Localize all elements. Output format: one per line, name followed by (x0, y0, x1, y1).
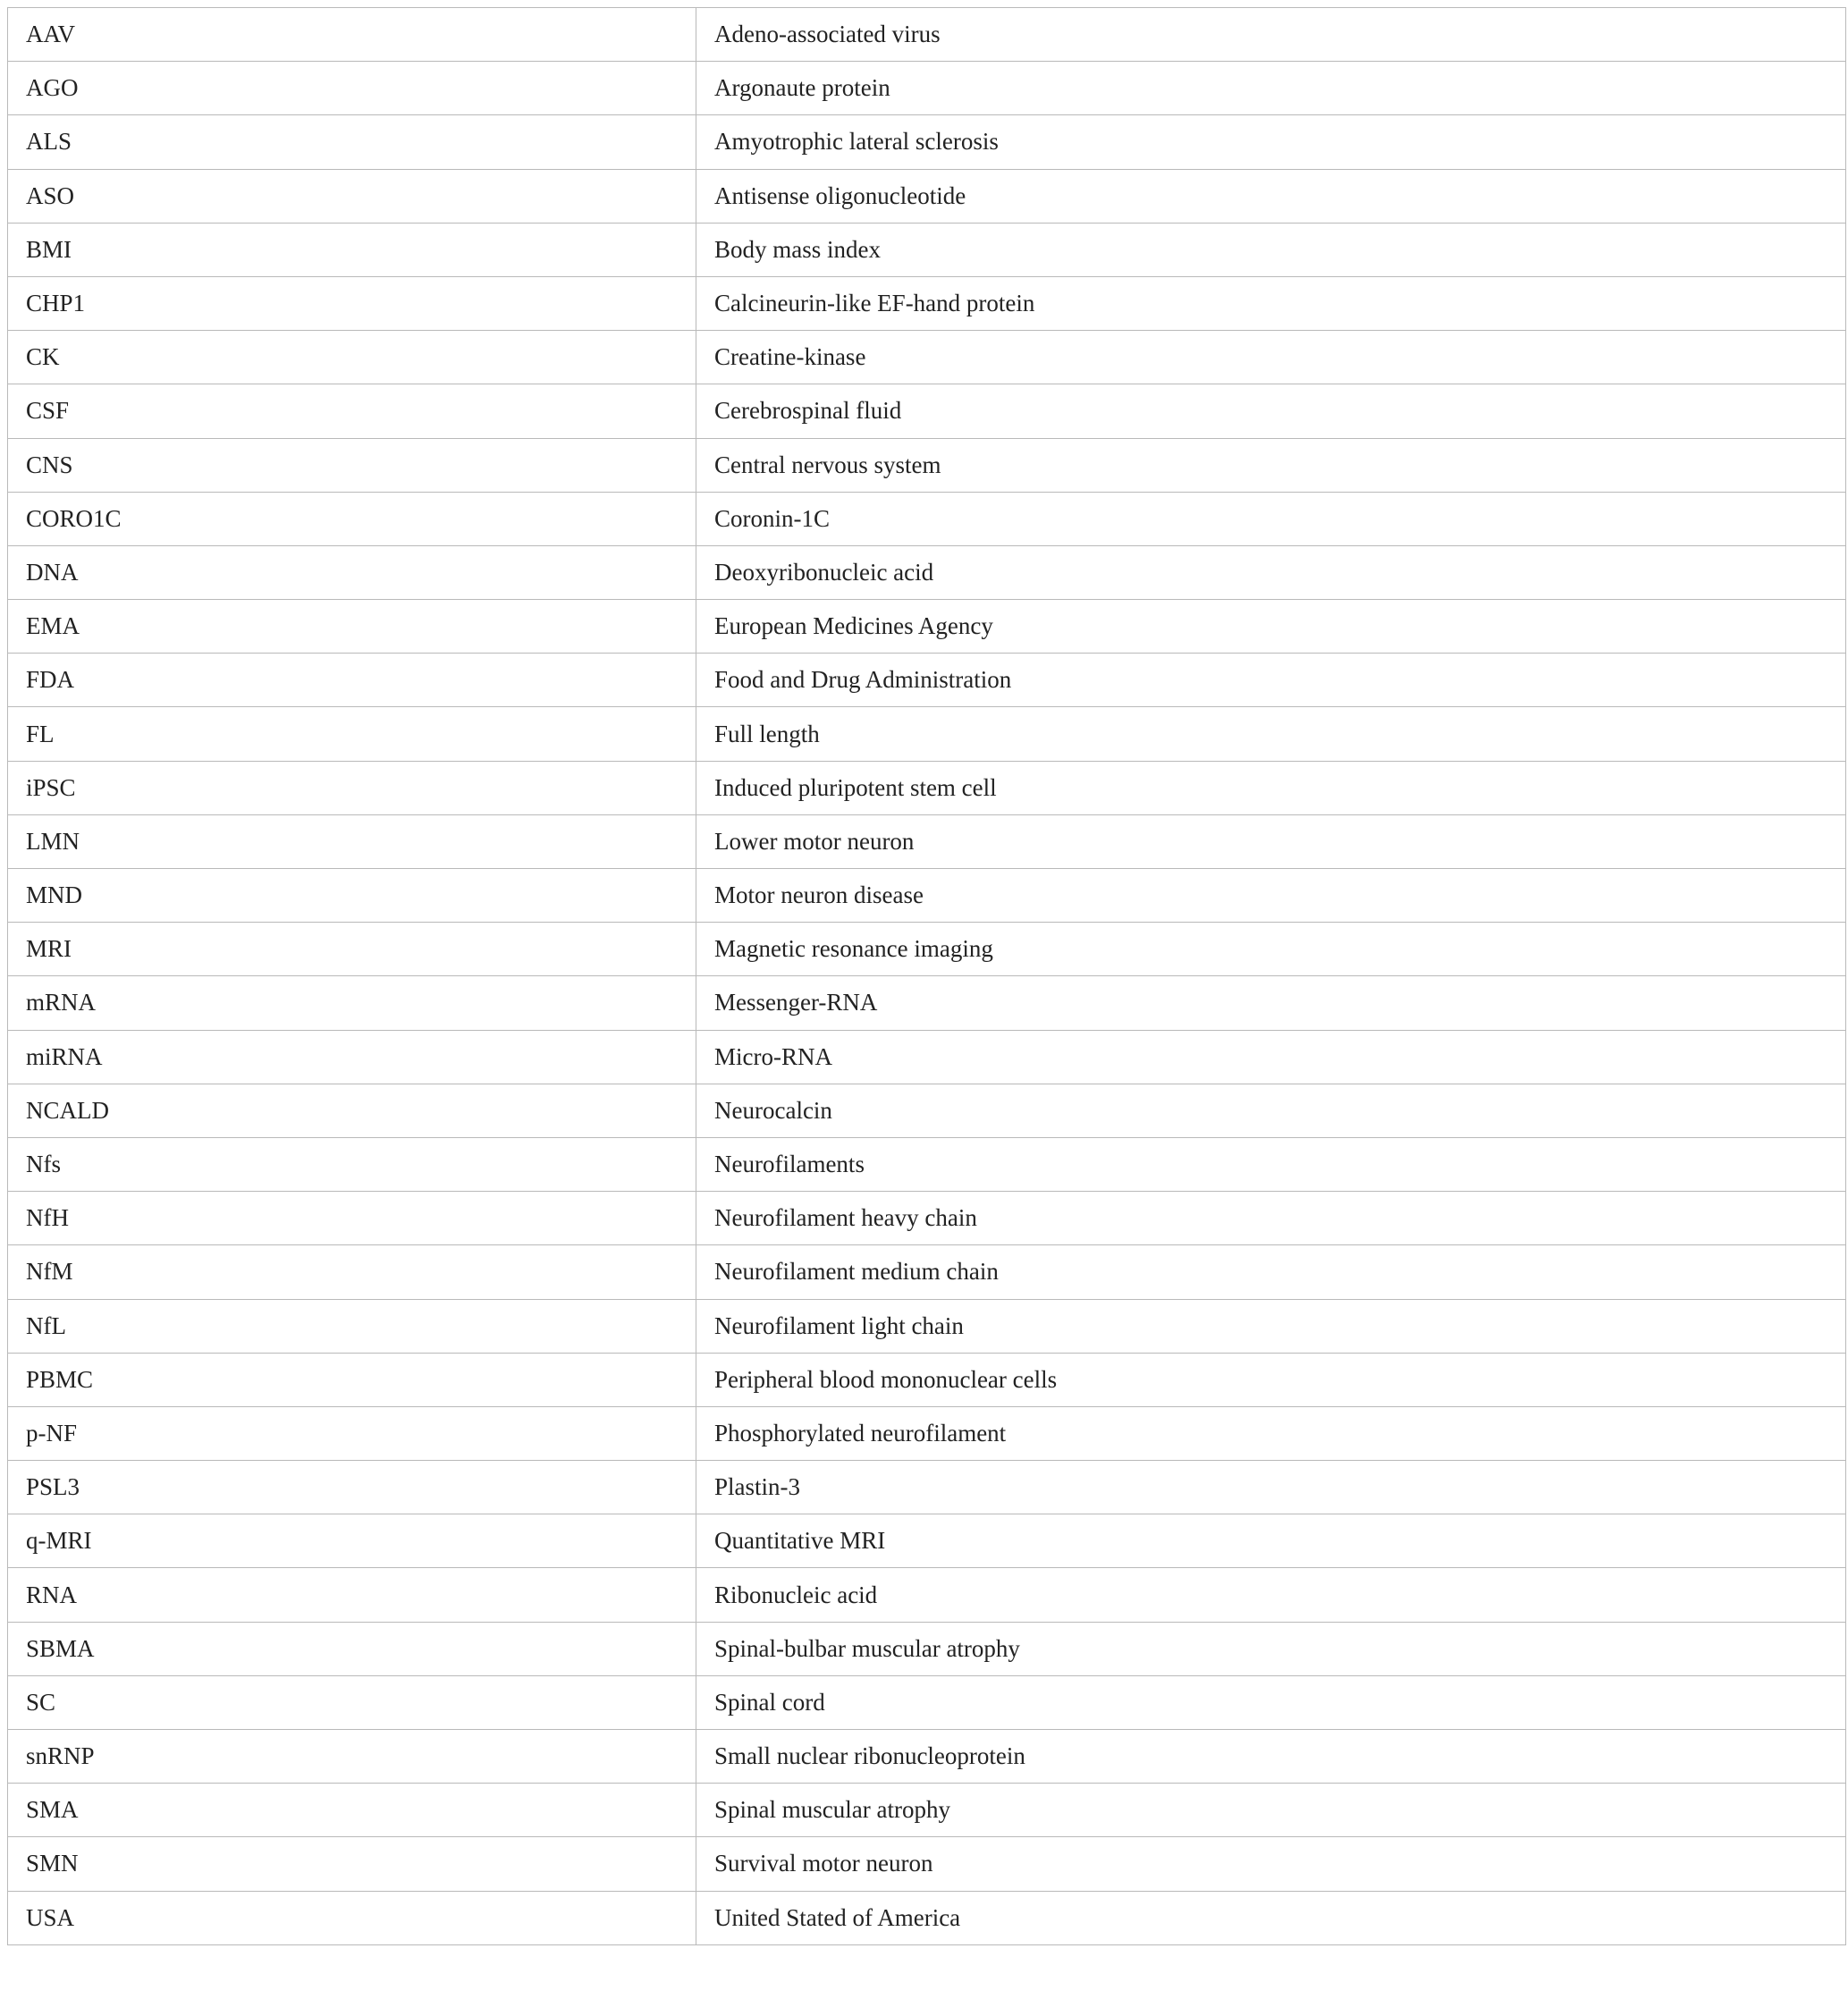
abbreviation-cell: NfM (8, 1245, 696, 1299)
table-row (8, 276, 1846, 330)
table-row (8, 62, 1846, 115)
abbreviation-cell: DNA (8, 545, 696, 599)
abbreviation-cell: CSF (8, 384, 696, 438)
table-row (8, 976, 1846, 1030)
table-row (8, 1514, 1846, 1568)
definition-cell: Magnetic resonance imaging (696, 923, 1846, 976)
table-row (8, 923, 1846, 976)
definition-cell: European Medicines Agency (696, 600, 1846, 654)
definition-cell: Lower motor neuron (696, 814, 1846, 868)
abbreviation-cell: PBMC (8, 1353, 696, 1406)
table-row (8, 1406, 1846, 1460)
abbreviations-table-body (8, 8, 1846, 1945)
table-row (8, 761, 1846, 814)
definition-cell: Neurocalcin (696, 1084, 1846, 1137)
table-row (8, 223, 1846, 276)
abbreviation-cell: SC (8, 1675, 696, 1729)
abbreviation-cell: MND (8, 869, 696, 923)
table-row (8, 1730, 1846, 1784)
definition-cell: Body mass index (696, 223, 1846, 276)
definition-cell: Adeno-associated virus (696, 8, 1846, 62)
abbreviation-cell: MRI (8, 923, 696, 976)
abbreviation-cell: miRNA (8, 1030, 696, 1084)
definition-cell: Neurofilament light chain (696, 1299, 1846, 1353)
definition-cell: Plastin-3 (696, 1461, 1846, 1514)
abbreviation-cell: AGO (8, 62, 696, 115)
table-row (8, 1461, 1846, 1514)
table-row (8, 169, 1846, 223)
table-row (8, 1675, 1846, 1729)
table-row (8, 1245, 1846, 1299)
abbreviation-cell: EMA (8, 600, 696, 654)
definition-cell: Spinal muscular atrophy (696, 1784, 1846, 1837)
abbreviation-cell: PSL3 (8, 1461, 696, 1514)
definition-cell: Argonaute protein (696, 62, 1846, 115)
table-row (8, 814, 1846, 868)
abbreviation-cell: FL (8, 707, 696, 761)
definition-cell: Motor neuron disease (696, 869, 1846, 923)
table-row (8, 1353, 1846, 1406)
abbreviation-cell: SMN (8, 1837, 696, 1891)
table-row (8, 1891, 1846, 1944)
definition-cell: Small nuclear ribonucleoprotein (696, 1730, 1846, 1784)
definition-cell: Phosphorylated neurofilament (696, 1406, 1846, 1460)
definition-cell: Survival motor neuron (696, 1837, 1846, 1891)
definition-cell: Neurofilament heavy chain (696, 1192, 1846, 1245)
table-row (8, 1030, 1846, 1084)
abbreviation-cell: p-NF (8, 1406, 696, 1460)
abbreviation-cell: SBMA (8, 1622, 696, 1675)
definition-cell: Food and Drug Administration (696, 654, 1846, 707)
abbreviation-cell: CORO1C (8, 492, 696, 545)
table-row (8, 1192, 1846, 1245)
definition-cell: Creatine-kinase (696, 331, 1846, 384)
table-row (8, 115, 1846, 169)
abbreviation-cell: CNS (8, 438, 696, 492)
definition-cell: Ribonucleic acid (696, 1568, 1846, 1622)
abbreviation-cell: FDA (8, 654, 696, 707)
table-row (8, 492, 1846, 545)
abbreviation-cell: ALS (8, 115, 696, 169)
table-row (8, 545, 1846, 599)
definition-cell: Peripheral blood mononuclear cells (696, 1353, 1846, 1406)
table-row (8, 1784, 1846, 1837)
definition-cell: Coronin-1C (696, 492, 1846, 545)
abbreviation-cell: snRNP (8, 1730, 696, 1784)
definition-cell: Induced pluripotent stem cell (696, 761, 1846, 814)
table-row (8, 707, 1846, 761)
abbreviation-cell: NfH (8, 1192, 696, 1245)
table-row (8, 1299, 1846, 1353)
table-row (8, 384, 1846, 438)
definition-cell: Spinal-bulbar muscular atrophy (696, 1622, 1846, 1675)
definition-cell: Antisense oligonucleotide (696, 169, 1846, 223)
definition-cell: Calcineurin-like EF-hand protein (696, 276, 1846, 330)
abbreviation-cell: q-MRI (8, 1514, 696, 1568)
definition-cell: Amyotrophic lateral sclerosis (696, 115, 1846, 169)
abbreviation-cell: mRNA (8, 976, 696, 1030)
definition-cell: Neurofilaments (696, 1137, 1846, 1191)
table-row (8, 869, 1846, 923)
table-row (8, 331, 1846, 384)
definition-cell: United Stated of America (696, 1891, 1846, 1944)
table-row (8, 8, 1846, 62)
definition-cell: Spinal cord (696, 1675, 1846, 1729)
abbreviation-cell: Nfs (8, 1137, 696, 1191)
abbreviation-cell: NfL (8, 1299, 696, 1353)
definition-cell: Full length (696, 707, 1846, 761)
abbreviation-cell: USA (8, 1891, 696, 1944)
definition-cell: Messenger-RNA (696, 976, 1846, 1030)
table-row (8, 600, 1846, 654)
definition-cell: Micro-RNA (696, 1030, 1846, 1084)
abbreviation-cell: LMN (8, 814, 696, 868)
table-row (8, 1137, 1846, 1191)
abbreviation-cell: NCALD (8, 1084, 696, 1137)
table-row (8, 438, 1846, 492)
abbreviation-cell: AAV (8, 8, 696, 62)
abbreviation-cell: iPSC (8, 761, 696, 814)
definition-cell: Neurofilament medium chain (696, 1245, 1846, 1299)
definition-cell: Deoxyribonucleic acid (696, 545, 1846, 599)
abbreviation-cell: ASO (8, 169, 696, 223)
abbreviation-cell: BMI (8, 223, 696, 276)
table-row (8, 1622, 1846, 1675)
abbreviations-table (7, 7, 1846, 1945)
table-row (8, 1837, 1846, 1891)
table-row (8, 654, 1846, 707)
abbreviation-cell: CK (8, 331, 696, 384)
definition-cell: Central nervous system (696, 438, 1846, 492)
definition-cell: Quantitative MRI (696, 1514, 1846, 1568)
table-row (8, 1084, 1846, 1137)
table-row (8, 1568, 1846, 1622)
abbreviation-cell: CHP1 (8, 276, 696, 330)
definition-cell: Cerebrospinal fluid (696, 384, 1846, 438)
abbreviation-cell: RNA (8, 1568, 696, 1622)
abbreviation-cell: SMA (8, 1784, 696, 1837)
